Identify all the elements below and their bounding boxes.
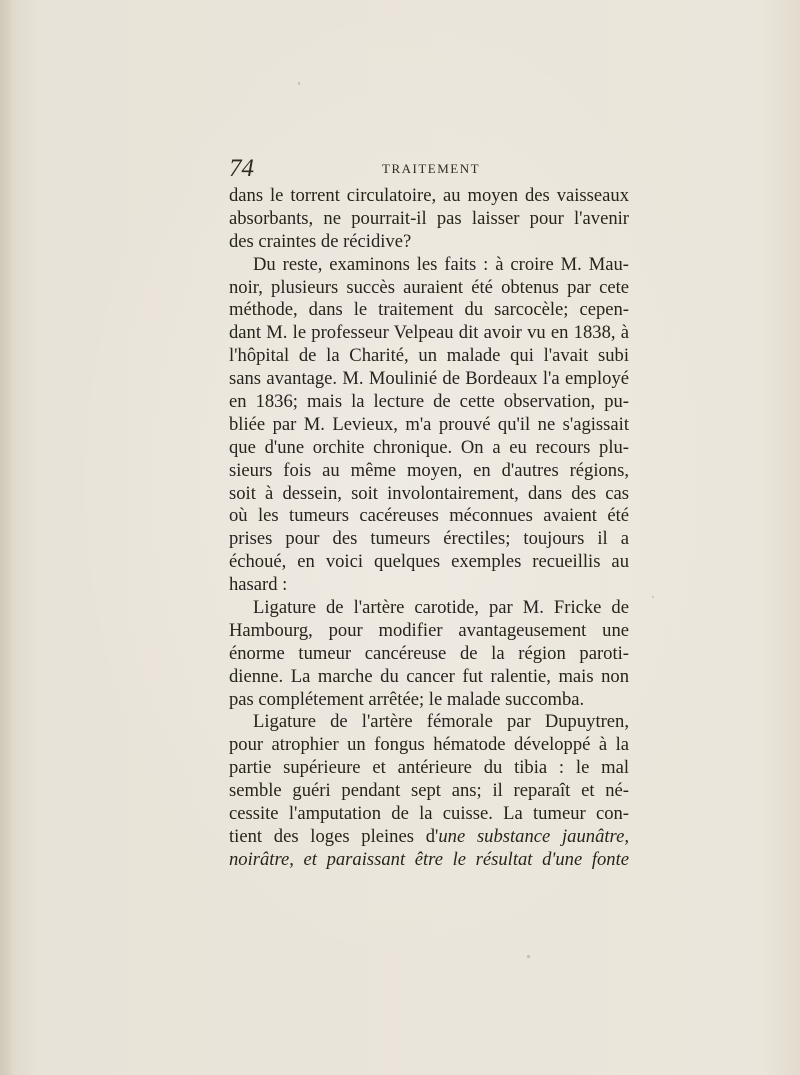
text-line-italic: noirâtre, et paraissant être le résultat d'une fonte [229,848,629,870]
text-line: pour atrophier un fongus hématode développé à la [229,734,629,756]
text-line: cessite l'amputation de la cuisse. La tumeur con- [229,803,629,825]
text-line: que d'une orchite chronique. On a eu recours plu- [229,436,629,458]
text-line: énorme tumeur cancéreuse de la région paroti- [229,642,629,664]
text-line: pas complétement arrêtée; le malade succomba. [229,688,585,710]
text-line: Ligature de l'artère carotide, par M. Fricke de [253,597,629,619]
text-run-roman: tient des loges pleines d' [229,825,439,847]
text-line: dant M. le professeur Velpeau dit avoir vu en 1838, à [229,322,629,344]
text-line: sieurs fois au même moyen, en d'autres régions, [229,459,629,481]
text-line: bliée par M. Levieux, m'a prouvé qu'il ne s'agissait [229,413,629,435]
text-line: où les tumeurs cacéreuses méconnues avaient été [229,505,629,527]
text-line: Hambourg, pour modifier avantageusement une [229,619,629,641]
text-line: dans le torrent circulatoire, au moyen des vaisseaux [229,185,629,206]
text-line: en 1836; mais la lecture de cette observation, pu- [229,391,629,413]
page-number: 74 [229,155,254,182]
text-line: méthode, dans le traitement du sarcocèle; cepen- [229,299,629,321]
running-head-title: TRAITEMENT [382,161,481,176]
text-line: dienne. La marche du cancer fut ralentie, mais non [229,665,629,687]
paper-spot [527,955,530,958]
text-line: absorbants, ne pourrait-il pas laisser pour l'avenir [229,207,629,229]
text-line: des craintes de récidive? [229,230,412,252]
text-line: semble guéri pendant sept ans; il reparaît et né- [229,780,629,802]
text-line: l'hôpital de la Charité, un malade qui l'avait subi [229,345,629,367]
text-line: Ligature de l'artère fémorale par Dupuytren, [253,711,629,733]
text-line: Du reste, examinons les faits : à croire M. Mau- [253,253,629,275]
text-line: noir, plusieurs succès auraient été obtenus par cete [229,276,629,298]
paper-spot [652,596,654,598]
text-line: sans avantage. M. Moulinié de Bordeaux l'a employé [229,368,629,390]
text-line: soit à dessein, soit involontairement, dans des cas [229,482,629,504]
paper-spot [298,82,300,85]
page-shadow [0,0,14,1075]
body-text [229,185,629,872]
text-line-mixed [229,826,629,849]
text-line: partie supérieure et antérieure du tibia : le mal [229,757,629,779]
text-line: échoué, en voici quelques exemples recueillis au [229,551,629,573]
text-line: prises pour des tumeurs érectiles; toujours il a [229,528,629,550]
running-head [229,155,629,185]
text-run-italic: une substance jaunâtre, [438,825,629,847]
text-line: hasard : [229,574,288,596]
